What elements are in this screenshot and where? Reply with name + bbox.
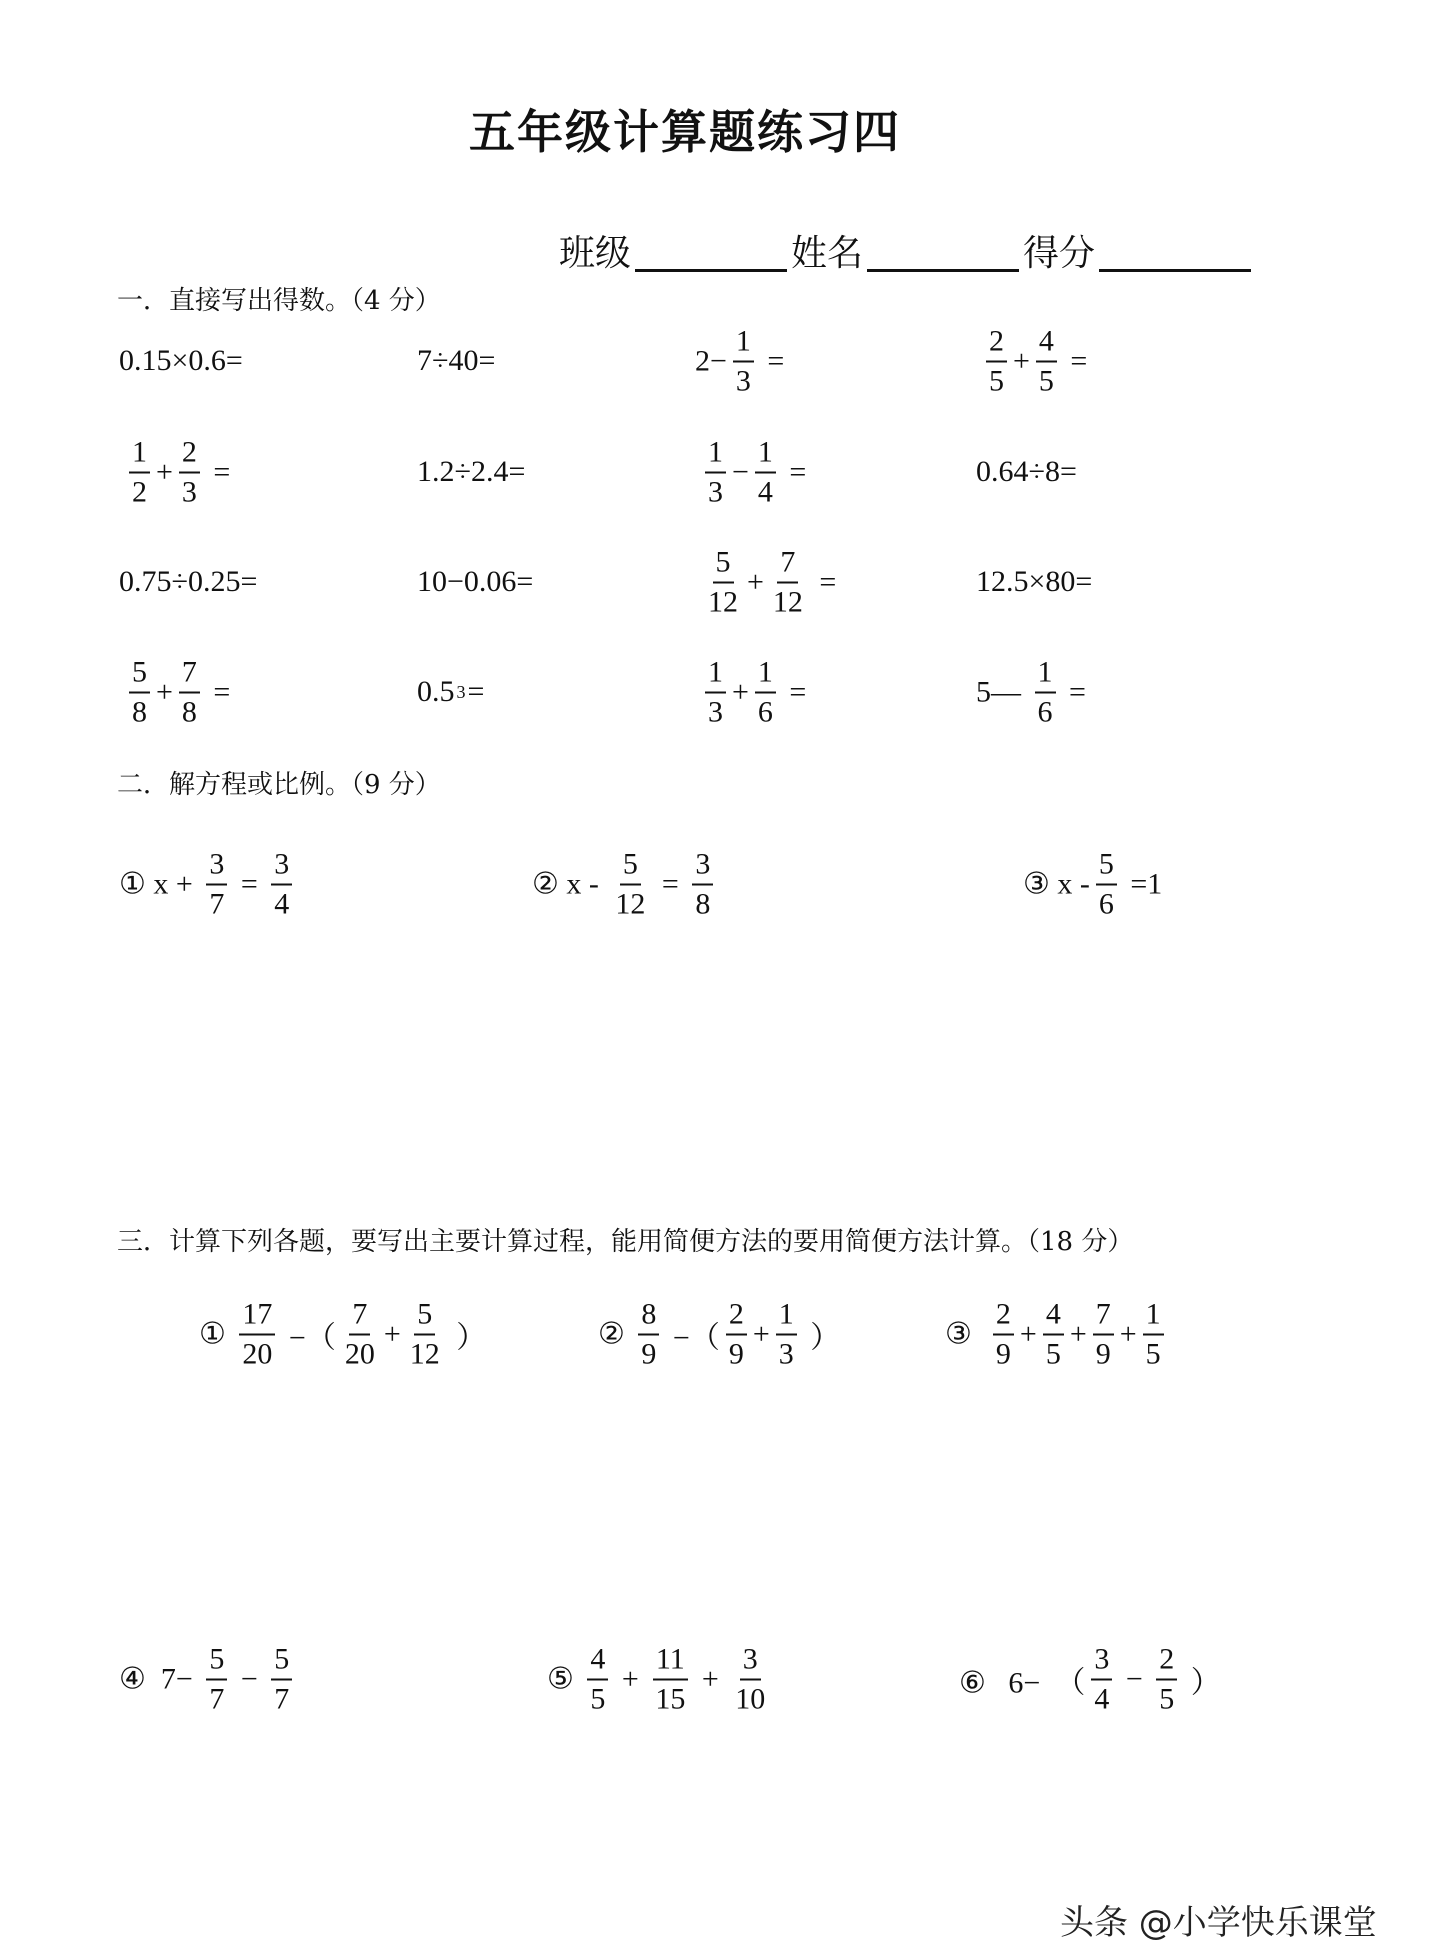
numerator: 1 [705, 657, 726, 694]
denominator: 9 [641, 1337, 657, 1370]
watermark: 头条 @小学快乐课堂 [1060, 1903, 1377, 1943]
numerator: 1 [129, 437, 150, 474]
expression-text: = [233, 867, 266, 900]
score-label: 得分 [1023, 233, 1096, 274]
fraction [612, 849, 648, 920]
expression-text: − [1118, 1662, 1151, 1695]
expression-text: + [614, 1662, 647, 1695]
fraction [1096, 849, 1117, 920]
math-expression [701, 657, 808, 728]
fraction [755, 657, 776, 728]
denominator: 10 [735, 1682, 766, 1715]
fraction [587, 1644, 608, 1715]
numerator: 7 [1093, 1299, 1114, 1336]
denominator: 12 [615, 887, 646, 920]
worksheet-title: 五年级计算题练习四 [469, 105, 901, 159]
math-expression [117, 1644, 296, 1715]
expression-text: 10−0.06= [417, 565, 534, 598]
math-expression [117, 344, 245, 378]
denominator: 6 [757, 695, 773, 728]
fraction [271, 1644, 292, 1715]
numerator: 4 [1036, 326, 1057, 363]
expression-text: 2− [695, 344, 727, 377]
fraction [407, 1299, 443, 1370]
numerator: 1 [733, 326, 754, 363]
denominator: 3 [778, 1337, 794, 1370]
name-blank [867, 235, 1019, 272]
denominator: 3 [708, 695, 723, 728]
denominator: 3 [708, 475, 723, 508]
denominator: 3 [735, 364, 751, 397]
denominator: 2 [132, 475, 147, 508]
section2-heading: 二．解方程或比例。（9 分） [117, 770, 441, 800]
numerator: 3 [271, 849, 292, 886]
math-expression [415, 344, 497, 378]
denominator: 15 [655, 1682, 686, 1715]
math-expression [415, 565, 535, 599]
numerator: 5 [414, 1299, 435, 1336]
expression-text: + [156, 675, 173, 708]
fraction [652, 1644, 688, 1715]
denominator: 6 [1098, 887, 1114, 920]
denominator: 3 [181, 475, 197, 508]
math-expression [545, 1644, 772, 1715]
exponent: 3 [456, 681, 466, 702]
expression-text: + [1013, 344, 1030, 377]
numerator: 5 [1096, 849, 1117, 886]
expression-text: ） [448, 1321, 487, 1354]
math-expression [943, 1299, 1168, 1370]
denominator: 7 [209, 887, 225, 920]
expression-text: ⑤ [547, 1662, 582, 1696]
expression-text: + [694, 1662, 727, 1695]
math-expression [415, 455, 527, 489]
math-expression [596, 1299, 842, 1370]
denominator: 5 [1145, 1337, 1161, 1370]
score-blank [1099, 235, 1251, 272]
numerator: 5 [271, 1644, 292, 1681]
numerator: 2 [993, 1299, 1014, 1336]
fraction [1036, 326, 1057, 397]
math-expression [957, 1644, 1223, 1715]
denominator: 20 [242, 1337, 273, 1370]
name-label: 姓名 [791, 233, 864, 274]
fraction [179, 437, 200, 508]
denominator: 5 [590, 1682, 606, 1715]
fraction [755, 437, 776, 508]
math-expression [974, 657, 1088, 728]
math-expression [125, 657, 232, 728]
expression-text: = [781, 675, 807, 708]
expression-text: 0.5 [417, 675, 455, 708]
fraction [129, 657, 150, 728]
expression-text: =1 [1122, 867, 1163, 900]
expression-text: − [732, 455, 749, 488]
math-expression [197, 1299, 488, 1370]
expression-text: + [732, 675, 749, 708]
math-expression [982, 326, 1089, 397]
denominator: 12 [409, 1337, 440, 1370]
math-expression [125, 437, 232, 508]
denominator: 20 [344, 1337, 375, 1370]
fraction [206, 849, 227, 920]
fraction [705, 547, 741, 618]
numerator: 3 [692, 849, 713, 886]
denominator: 12 [772, 585, 803, 618]
numerator: 5 [620, 849, 641, 886]
denominator: 6 [1037, 695, 1053, 728]
denominator: 8 [181, 695, 197, 728]
fraction [1143, 1299, 1164, 1370]
expression-text: ② [598, 1317, 633, 1351]
fraction [993, 1299, 1014, 1370]
denominator: 7 [274, 1682, 290, 1715]
expression-text: = [654, 867, 687, 900]
fraction [770, 547, 806, 618]
expression-text: −（ [665, 1321, 720, 1354]
fraction [342, 1299, 378, 1370]
numerator: 3 [206, 849, 227, 886]
fraction [1043, 1299, 1064, 1370]
expression-text: 12.5×80= [976, 565, 1093, 598]
numerator: 17 [239, 1299, 275, 1336]
denominator: 5 [1038, 364, 1054, 397]
fraction [733, 326, 754, 397]
fraction [705, 437, 726, 508]
expression-text: + [1019, 1317, 1037, 1350]
expression-text: = [811, 565, 837, 598]
numerator: 4 [1043, 1299, 1064, 1336]
denominator: 5 [1045, 1337, 1061, 1370]
math-expression [693, 326, 786, 397]
expression-text: 5— [976, 675, 1029, 708]
fraction [1093, 1299, 1114, 1370]
numerator: 1 [705, 437, 726, 474]
fraction [692, 849, 713, 920]
fraction [732, 1644, 768, 1715]
math-expression [701, 547, 838, 618]
denominator: 12 [708, 585, 738, 618]
fraction [776, 1299, 797, 1370]
fraction [726, 1299, 747, 1370]
numerator: 8 [638, 1299, 659, 1336]
fraction [1091, 1644, 1112, 1715]
math-expression [117, 849, 296, 920]
numerator: 1 [1035, 657, 1056, 694]
denominator: 8 [695, 887, 711, 920]
fraction [1035, 657, 1056, 728]
expression-text: + [1069, 1317, 1087, 1350]
math-expression [415, 675, 486, 709]
expression-text: 0.75÷0.25= [119, 565, 258, 598]
expression-text: 0.15×0.6= [119, 344, 243, 377]
numerator: 4 [587, 1644, 608, 1681]
section3-heading: 三．计算下列各题，要写出主要计算过程，能用简便方法的要用简便方法计算。（18 分） [117, 1227, 1134, 1257]
numerator: 1 [776, 1299, 797, 1336]
fraction [638, 1299, 659, 1370]
class-label: 班级 [559, 233, 632, 274]
denominator: 5 [1159, 1682, 1175, 1715]
numerator: 11 [653, 1644, 688, 1681]
math-expression [117, 565, 259, 599]
expression-text: ④ 7− [119, 1662, 201, 1696]
denominator: 8 [132, 695, 147, 728]
student-info-header [559, 225, 1255, 276]
class-blank [635, 235, 787, 272]
expression-text: = [467, 675, 485, 708]
expression-text: + [752, 1317, 770, 1350]
numerator: 1 [1143, 1299, 1164, 1336]
numerator: 2 [179, 437, 200, 474]
math-expression [701, 437, 808, 508]
numerator: 2 [726, 1299, 747, 1336]
math-expression [974, 565, 1094, 599]
expression-text: = [1061, 675, 1086, 708]
expression-text: ③ x - [1023, 867, 1090, 901]
numerator: 2 [986, 326, 1007, 363]
expression-text: = [781, 455, 807, 488]
expression-text: = [205, 455, 231, 488]
fraction [206, 1644, 227, 1715]
fraction [986, 326, 1007, 397]
expression-text: ① x + [119, 867, 201, 901]
fraction [271, 849, 292, 920]
denominator: 9 [728, 1337, 744, 1370]
denominator: 4 [1094, 1682, 1110, 1715]
denominator: 4 [757, 475, 773, 508]
fraction [239, 1299, 275, 1370]
denominator: 9 [995, 1337, 1011, 1370]
expression-text: ① [199, 1317, 234, 1351]
expression-text: 1.2÷2.4= [417, 455, 526, 488]
numerator: 5 [206, 1644, 227, 1681]
expression-text: + [156, 455, 173, 488]
expression-text: + [383, 1317, 401, 1350]
expression-text: ② x - [532, 867, 607, 901]
fraction [129, 437, 150, 508]
expression-text: ③ [945, 1317, 987, 1351]
denominator: 9 [1095, 1337, 1111, 1370]
fraction [179, 657, 200, 728]
expression-text: 7÷40= [417, 344, 496, 377]
math-expression [530, 849, 717, 920]
numerator: 1 [755, 657, 776, 694]
expression-text: = [759, 344, 785, 377]
expression-text: = [1062, 344, 1088, 377]
numerator: 3 [740, 1644, 761, 1681]
expression-text: + [1119, 1317, 1137, 1350]
expression-text: − [233, 1662, 266, 1695]
fraction [1156, 1644, 1177, 1715]
expression-text: 0.64÷8= [976, 455, 1077, 488]
numerator: 7 [777, 547, 798, 584]
numerator: 7 [179, 657, 200, 694]
denominator: 7 [209, 1682, 225, 1715]
numerator: 5 [129, 657, 150, 694]
denominator: 4 [274, 887, 290, 920]
section1-heading: 一．直接写出得数。（4 分） [117, 286, 441, 316]
math-expression [974, 455, 1079, 489]
expression-text: −（ [281, 1321, 336, 1354]
numerator: 5 [713, 547, 734, 584]
expression-text: ） [802, 1321, 841, 1354]
numerator: 7 [349, 1299, 370, 1336]
fraction [705, 657, 726, 728]
numerator: 2 [1156, 1644, 1177, 1681]
expression-text: + [747, 565, 764, 598]
numerator: 1 [755, 437, 776, 474]
expression-text: ） [1183, 1666, 1221, 1699]
expression-text: = [205, 675, 231, 708]
denominator: 5 [989, 364, 1004, 397]
math-expression [1021, 849, 1164, 920]
numerator: 3 [1091, 1644, 1112, 1681]
expression-text: ⑥ 6− （ [959, 1666, 1086, 1699]
